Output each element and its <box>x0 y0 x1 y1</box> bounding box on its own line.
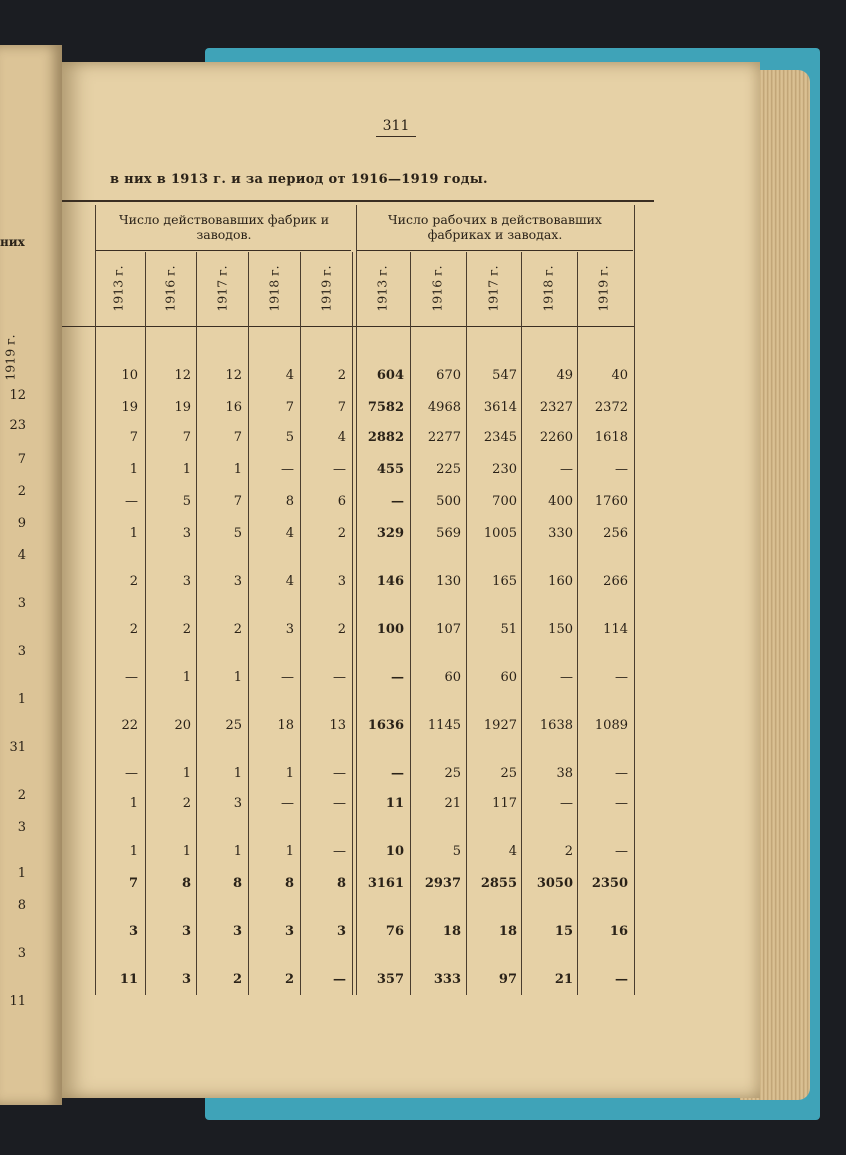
workers-count-cell: 3614 <box>483 400 517 415</box>
workers-count-cell: 670 <box>436 368 461 383</box>
workers-count-cell: 10 <box>385 844 404 859</box>
workers-count-cell: 60 <box>500 670 517 685</box>
workers-count-cell: — <box>615 844 628 859</box>
workers-count-cell: 2855 <box>480 876 517 891</box>
workers-count-cell: — <box>615 462 628 477</box>
factories-count-cell: — <box>281 796 294 811</box>
factories-count-cell: — <box>333 844 346 859</box>
workers-count-cell: — <box>391 766 404 781</box>
year-column-header: 1916 г. <box>429 264 445 312</box>
factories-count-cell: 1 <box>182 462 191 477</box>
workers-count-cell: 2372 <box>594 400 628 415</box>
workers-count-cell: 225 <box>436 462 461 477</box>
workers-count-cell: 700 <box>492 494 517 509</box>
workers-count-cell: 547 <box>492 368 517 383</box>
workers-count-cell: 165 <box>492 574 517 589</box>
workers-count-cell: 400 <box>548 494 573 509</box>
factories-count-cell: 2 <box>233 622 242 637</box>
workers-count-cell: 4968 <box>427 400 461 415</box>
factories-count-cell: 2 <box>182 622 191 637</box>
workers-count-cell: 97 <box>498 972 517 987</box>
workers-count-cell: 2937 <box>424 876 461 891</box>
workers-count-cell: 51 <box>500 622 517 637</box>
group-rule-right <box>357 250 633 251</box>
factories-count-cell: — <box>125 494 138 509</box>
left-page-number-fragment: 3 <box>17 946 26 961</box>
workers-count-cell: 150 <box>548 622 573 637</box>
factories-count-cell: — <box>333 972 346 987</box>
column-rule <box>521 252 522 995</box>
factories-count-cell: 19 <box>174 400 191 415</box>
factories-count-cell: 1 <box>285 766 294 781</box>
column-rule <box>634 205 635 995</box>
factories-count-cell: 12 <box>174 368 191 383</box>
workers-count-cell: — <box>615 796 628 811</box>
factories-count-cell: 1 <box>182 844 191 859</box>
year-column-header: 1916 г. <box>162 264 178 312</box>
workers-count-cell: 1636 <box>367 718 404 733</box>
factories-count-cell: 5 <box>233 526 242 541</box>
workers-count-cell: 2327 <box>539 400 573 415</box>
workers-count-cell: 15 <box>554 924 573 939</box>
factories-count-cell: 10 <box>121 368 138 383</box>
factories-count-cell: 3 <box>128 924 138 939</box>
workers-count-cell: — <box>560 796 573 811</box>
workers-count-cell: — <box>615 972 628 987</box>
workers-count-cell: 16 <box>609 924 628 939</box>
factories-count-cell: 8 <box>232 876 242 891</box>
workers-count-cell: 160 <box>548 574 573 589</box>
factories-count-cell: — <box>333 670 346 685</box>
column-rule <box>577 252 578 995</box>
factories-count-cell: 2 <box>284 972 294 987</box>
workers-count-cell: 21 <box>554 972 573 987</box>
workers-count-cell: 76 <box>385 924 404 939</box>
year-column-header: 1913 г. <box>110 264 126 312</box>
factories-count-cell: 2 <box>337 368 346 383</box>
factories-count-cell: 1 <box>285 844 294 859</box>
factories-count-cell: 7 <box>233 430 242 445</box>
workers-count-cell: 38 <box>556 766 573 781</box>
factories-count-cell: 16 <box>225 400 242 415</box>
factories-count-cell: 12 <box>225 368 242 383</box>
factories-count-cell: 3 <box>285 622 294 637</box>
column-rule <box>466 252 467 995</box>
factories-count-cell: 7 <box>129 430 138 445</box>
workers-count-header: Число рабочих в действовавших фабриках и заводах. <box>387 212 602 242</box>
factories-count-cell: — <box>333 796 346 811</box>
factories-count-cell: 2 <box>182 796 191 811</box>
factories-count-cell: 2 <box>232 972 242 987</box>
left-page-heading-fragment: них <box>0 235 25 249</box>
table-heading: в них в 1913 г. и за период от 1916—1919 годы. <box>110 172 488 187</box>
factories-count-cell: — <box>333 462 346 477</box>
workers-count-cell: 117 <box>492 796 517 811</box>
year-column-header: 1919 г. <box>595 264 611 312</box>
year-column-header: 1918 г. <box>540 264 556 312</box>
year-column-header: 1918 г. <box>266 264 282 312</box>
left-page-number-fragment: 3 <box>17 596 26 611</box>
factories-count-cell: 1 <box>233 670 242 685</box>
workers-count-cell: 3161 <box>367 876 404 891</box>
workers-count-cell: 1618 <box>594 430 628 445</box>
year-column-header: 1913 г. <box>374 264 390 312</box>
factories-count-cell: 3 <box>182 526 191 541</box>
workers-count-cell: — <box>615 670 628 685</box>
factories-count-cell: — <box>125 670 138 685</box>
workers-count-cell: 1005 <box>483 526 517 541</box>
factories-count-cell: 2 <box>337 622 346 637</box>
workers-count-cell: 1089 <box>594 718 628 733</box>
workers-count-cell: 2345 <box>483 430 517 445</box>
left-page-number-fragment: 7 <box>17 452 26 467</box>
factories-count-cell: 2 <box>337 526 346 541</box>
workers-count-cell: 11 <box>385 796 404 811</box>
factories-count-cell: 4 <box>337 430 346 445</box>
table-top-rule <box>62 200 654 202</box>
factories-count-cell: — <box>281 462 294 477</box>
year-column-header: 1919 г. <box>318 264 334 312</box>
workers-count-cell: 1927 <box>483 718 517 733</box>
workers-count-cell: 18 <box>442 924 461 939</box>
workers-count-cell: 333 <box>433 972 461 987</box>
workers-count-cell: 114 <box>603 622 628 637</box>
workers-count-cell: 3050 <box>536 876 573 891</box>
left-page-number-fragment: 8 <box>17 898 26 913</box>
workers-count-cell: 500 <box>436 494 461 509</box>
factories-count-cell: 5 <box>182 494 191 509</box>
factories-count-cell: 1 <box>129 526 138 541</box>
workers-count-cell: 1145 <box>427 718 461 733</box>
workers-count-cell: 329 <box>376 526 404 541</box>
factories-count-cell: 18 <box>277 718 294 733</box>
factories-count-cell: — <box>125 766 138 781</box>
factories-count-cell: 7 <box>182 430 191 445</box>
workers-count-cell: — <box>560 462 573 477</box>
year-column-header: 1917 г. <box>214 264 230 312</box>
workers-count-cell: 1760 <box>594 494 628 509</box>
factories-count-cell: 7 <box>233 494 242 509</box>
factories-count-cell: 4 <box>285 574 294 589</box>
column-rule <box>356 205 357 995</box>
factories-count-cell: 3 <box>182 574 191 589</box>
factories-count-cell: 25 <box>225 718 242 733</box>
factories-count-cell: 2 <box>129 622 138 637</box>
factories-count-cell: 2 <box>129 574 138 589</box>
factories-count-cell: 8 <box>336 876 346 891</box>
factories-count-cell: 4 <box>285 368 294 383</box>
workers-count-cell: 256 <box>603 526 628 541</box>
group-rule-left <box>96 250 351 251</box>
factories-count-cell: 3 <box>337 574 346 589</box>
factories-count-cell: 1 <box>233 766 242 781</box>
workers-count-cell: 25 <box>444 766 461 781</box>
workers-count-cell: — <box>560 670 573 685</box>
workers-count-cell: 49 <box>556 368 573 383</box>
factories-count-cell: 8 <box>285 494 294 509</box>
factories-count-cell: 11 <box>119 972 138 987</box>
workers-count-cell: 2350 <box>591 876 628 891</box>
workers-count-cell: 357 <box>376 972 404 987</box>
factories-count-cell: 6 <box>337 494 346 509</box>
left-page-number-fragment: 4 <box>17 548 26 563</box>
workers-count-cell: 455 <box>376 462 404 477</box>
factories-count-cell: 7 <box>285 400 294 415</box>
factories-count-cell: 1 <box>233 844 242 859</box>
factories-count-cell: 3 <box>233 796 242 811</box>
workers-count-cell: 569 <box>436 526 461 541</box>
column-rule <box>410 252 411 995</box>
factories-count-cell: — <box>281 670 294 685</box>
factories-count-cell: 22 <box>121 718 138 733</box>
workers-count-cell: — <box>615 766 628 781</box>
factories-count-cell: 20 <box>174 718 191 733</box>
workers-count-cell: 100 <box>376 622 404 637</box>
factories-count-cell: 8 <box>284 876 294 891</box>
workers-count-cell: 40 <box>611 368 628 383</box>
left-page-number-fragment: 31 <box>9 740 26 755</box>
left-page-number-fragment: 3 <box>17 644 26 659</box>
factories-count-cell: 3 <box>233 574 242 589</box>
factories-count-cell: 3 <box>232 924 242 939</box>
workers-count-cell: 130 <box>436 574 461 589</box>
workers-count-cell: 330 <box>548 526 573 541</box>
workers-count-cell: 230 <box>492 462 517 477</box>
workers-count-cell: 2882 <box>367 430 404 445</box>
year-column-header: 1917 г. <box>485 264 501 312</box>
factories-count-cell: 8 <box>181 876 191 891</box>
workers-count-cell: 2 <box>564 844 573 859</box>
factories-count-cell: 1 <box>182 670 191 685</box>
factories-count-cell: 3 <box>181 972 191 987</box>
workers-count-cell: 4 <box>508 844 517 859</box>
factories-count-cell: 19 <box>121 400 138 415</box>
left-page <box>0 45 62 1105</box>
workers-count-cell: 266 <box>603 574 628 589</box>
workers-count-cell: 60 <box>444 670 461 685</box>
factories-count-cell: 13 <box>329 718 346 733</box>
factories-count-cell: 3 <box>181 924 191 939</box>
factories-count-cell: 4 <box>285 526 294 541</box>
workers-count-cell: — <box>391 494 404 509</box>
workers-count-cell: 7582 <box>367 400 404 415</box>
workers-count-cell: 107 <box>436 622 461 637</box>
left-page-number-fragment: 12 <box>9 388 26 403</box>
factories-count-cell: 1 <box>233 462 242 477</box>
workers-count-cell: 146 <box>376 574 404 589</box>
left-page-number-fragment: 3 <box>17 820 26 835</box>
workers-count-cell: 25 <box>500 766 517 781</box>
factories-count-cell: 1 <box>129 796 138 811</box>
factories-count-cell: 7 <box>128 876 138 891</box>
workers-count-cell: 2260 <box>539 430 573 445</box>
factories-count-cell: 3 <box>284 924 294 939</box>
factories-count-cell: 1 <box>129 462 138 477</box>
workers-count-cell: — <box>391 670 404 685</box>
left-page-number-fragment: 2 <box>17 484 26 499</box>
left-page-year-header: 1919 г. <box>2 333 18 381</box>
workers-count-cell: 1638 <box>539 718 573 733</box>
workers-count-cell: 21 <box>444 796 461 811</box>
factories-count-cell: 5 <box>285 430 294 445</box>
factories-count-header: Число действовавших фабрик и заводов. <box>118 212 330 242</box>
page-number: 311 <box>376 118 416 137</box>
factories-count-cell: 3 <box>336 924 346 939</box>
header-bottom-rule <box>62 326 634 327</box>
workers-count-cell: 18 <box>498 924 517 939</box>
factories-count-cell: — <box>333 766 346 781</box>
left-page-number-fragment: 9 <box>17 516 26 531</box>
column-rule <box>352 252 353 995</box>
left-page-number-fragment: 1 <box>17 692 26 707</box>
workers-count-cell: 604 <box>376 368 404 383</box>
factories-count-cell: 1 <box>129 844 138 859</box>
factories-count-cell: 1 <box>182 766 191 781</box>
left-page-number-fragment: 11 <box>9 994 26 1009</box>
workers-count-cell: 5 <box>452 844 461 859</box>
workers-count-cell: 2277 <box>427 430 461 445</box>
left-page-number-fragment: 23 <box>9 418 26 433</box>
left-page-number-fragment: 1 <box>17 866 26 881</box>
left-page-number-fragment: 2 <box>17 788 26 803</box>
factories-count-cell: 7 <box>337 400 346 415</box>
